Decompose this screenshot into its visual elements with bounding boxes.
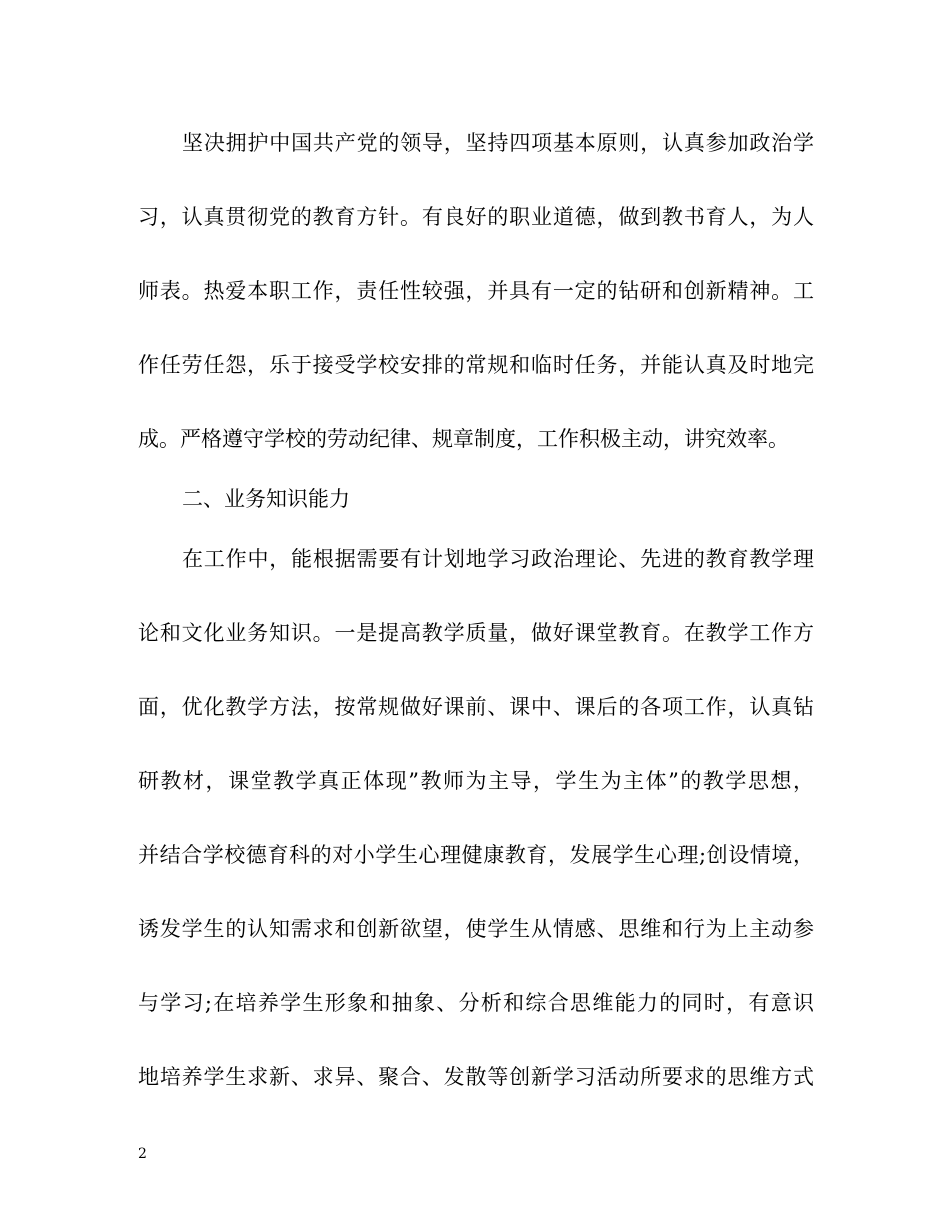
paragraph-line: 并结合学校德育科的对小学生心理健康教育，发展学生心理;创设情境， xyxy=(138,843,814,867)
paragraph-line: 作任劳任怨，乐于接受学校安排的常规和临时任务，并能认真及时地完 xyxy=(138,353,814,377)
section-heading: 二、业务知识能力 xyxy=(182,487,350,511)
paragraph-line: 诱发学生的认知需求和创新欲望，使学生从情感、思维和行为上主动参 xyxy=(138,917,814,941)
paragraph-line: 研教材，课堂教学真正体现”教师为主导，学生为主体”的教学思想， xyxy=(138,769,814,793)
paragraph-line: 成。严格遵守学校的劳动纪律、规章制度，工作积极主动，讲究效率。 xyxy=(138,427,789,451)
paragraph-line: 与学习;在培养学生形象和抽象、分析和综合思维能力的同时，有意识 xyxy=(138,991,814,1015)
paragraph-line: 坚决拥护中国共产党的领导，坚持四项基本原则，认真参加政治学 xyxy=(182,131,814,155)
paragraph-line: 面，优化教学方法，按常规做好课前、课中、课后的各项工作，认真钻 xyxy=(138,695,814,719)
paragraph-line: 论和文化业务知识。一是提高教学质量，做好课堂教育。在教学工作方 xyxy=(138,621,814,645)
paragraph-line: 地培养学生求新、求异、聚合、发散等创新学习活动所要求的思维方式 xyxy=(138,1065,814,1089)
page-number: 2 xyxy=(138,1146,147,1162)
paragraph-line: 在工作中，能根据需要有计划地学习政治理论、先进的教育教学理 xyxy=(182,547,814,571)
paragraph-line: 师表。热爱本职工作，责任性较强，并具有一定的钻研和创新精神。工 xyxy=(138,279,814,303)
paragraph-line: 习，认真贯彻党的教育方针。有良好的职业道德，做到教书育人，为人 xyxy=(138,205,814,229)
